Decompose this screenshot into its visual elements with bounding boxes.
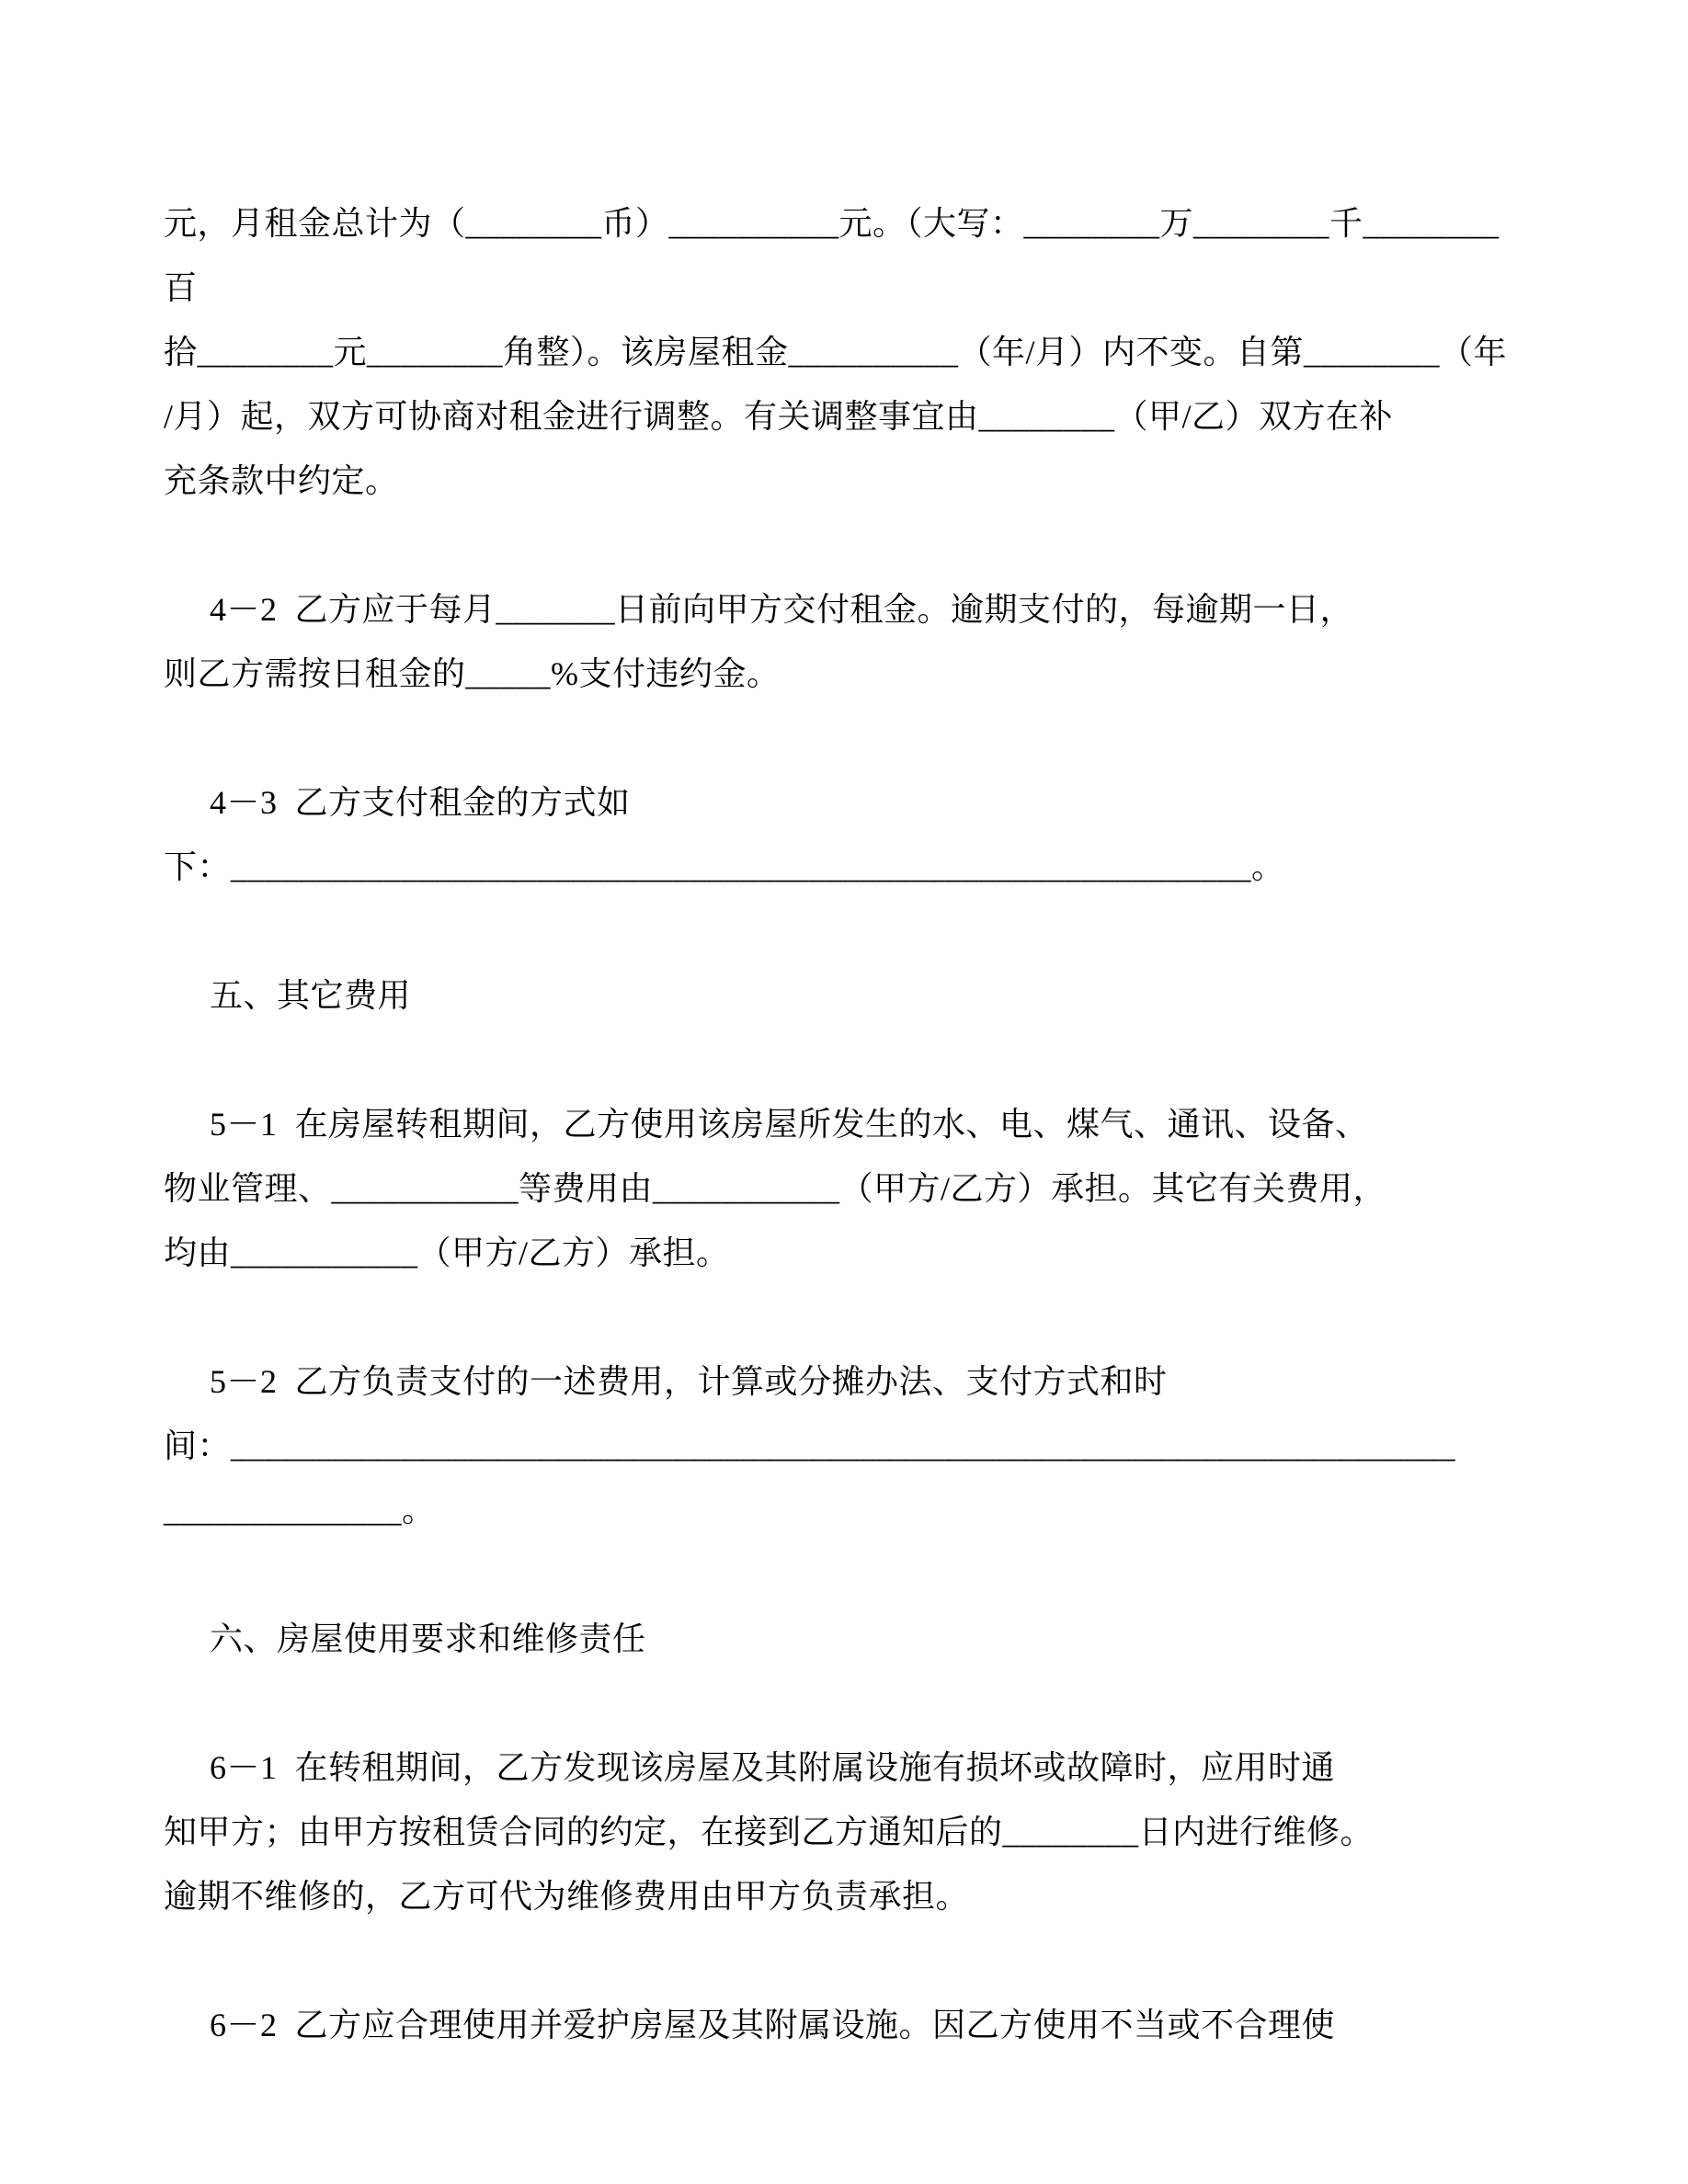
para-clause-4-1-continuation (164, 191, 1532, 513)
para-section-5-heading (164, 963, 1532, 1028)
text-line: 间：________________________________________________________________________ (164, 1428, 1455, 1464)
text-line: 5－1 在房屋转租期间，乙方使用该房屋所发生的水、电、煤气、通讯、设备、 (210, 1106, 1369, 1143)
text-line: 元，月租金总计为（________币）__________元。（大写：________万________千________百 (164, 205, 1500, 306)
text-line: 知甲方；由甲方按租赁合同的约定，在接到乙方通知后的________日内进行维修。 (164, 1814, 1374, 1850)
text-line: 下：____________________________________________________________。 (164, 848, 1285, 885)
para-clause-6-1 (164, 1735, 1532, 1928)
section-heading: 五、其它费用 (210, 977, 412, 1014)
para-clause-5-2 (164, 1349, 1532, 1542)
text-line: 物业管理、___________等费用由___________（甲方/乙方）承担。其它有关费用， (164, 1170, 1387, 1207)
para-clause-5-1 (164, 1092, 1532, 1285)
text-line: 4－2 乙方应于每月_______日前向甲方交付租金。逾期支付的，每逾期一日， (210, 591, 1354, 628)
text-line: 则乙方需按日租金的_____%支付违约金。 (164, 655, 781, 692)
text-line: /月）起，双方可协商对租金进行调整。有关调整事宜由________（甲/乙）双方在补 (164, 398, 1394, 435)
text-line: 均由___________（甲方/乙方）承担。 (164, 1234, 730, 1271)
section-heading: 六、房屋使用要求和维修责任 (210, 1621, 646, 1657)
para-clause-4-2 (164, 577, 1532, 706)
text-line: 5－2 乙方负责支付的一述费用，计算或分摊办法、支付方式和时 (210, 1363, 1168, 1400)
para-section-6-heading (164, 1607, 1532, 1671)
text-line: 6－1 在转租期间，乙方发现该房屋及其附属设施有损坏或故障时，应用时通 (210, 1749, 1336, 1786)
para-clause-6-2 (164, 1993, 1532, 2057)
text-line: 6－2 乙方应合理使用并爱护房屋及其附属设施。因乙方使用不当或不合理使 (210, 2007, 1336, 2043)
para-clause-4-3 (164, 770, 1532, 899)
text-line: 逾期不维修的，乙方可代为维修费用由甲方负责承担。 (164, 1878, 970, 1915)
text-line: 拾________元________角整）。该房屋租金__________（年/月）内不变。自第________（年 (164, 334, 1508, 370)
text-line: ______________。 (164, 1492, 436, 1529)
text-line: 4－3 乙方支付租金的方式如 (210, 784, 631, 821)
text-line: 充条款中约定。 (164, 462, 399, 499)
